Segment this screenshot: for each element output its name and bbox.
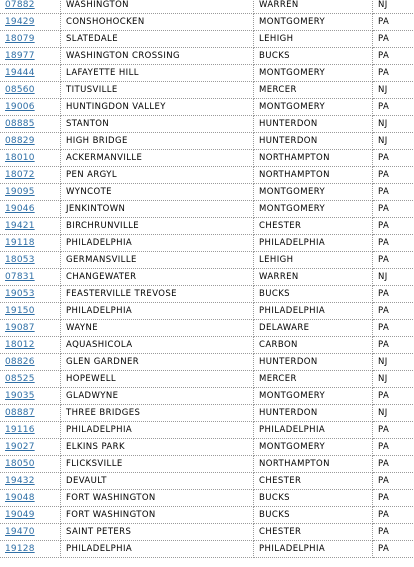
zip-code-link[interactable]: 19035: [5, 391, 35, 401]
table-row: [0, 167, 414, 184]
table-row: [0, 82, 414, 99]
state-cell: NJ: [373, 371, 414, 388]
zip-cell: [0, 541, 61, 558]
zip-code-link[interactable]: 19116: [5, 425, 35, 435]
zip-cell: [0, 218, 61, 235]
zip-code-link[interactable]: 08885: [5, 119, 35, 129]
city-cell: BIRCHRUNVILLE: [61, 218, 254, 235]
table-row: [0, 150, 414, 167]
table-row: [0, 456, 414, 473]
table-row: [0, 490, 414, 507]
state-cell: NJ: [373, 133, 414, 150]
county-cell: BUCKS: [254, 507, 373, 524]
zip-cell: [0, 354, 61, 371]
zip-code-link[interactable]: 08525: [5, 374, 35, 384]
state-cell: NJ: [373, 405, 414, 422]
zip-code-link[interactable]: 19128: [5, 544, 35, 554]
state-cell: PA: [373, 65, 414, 82]
zip-code-link[interactable]: 19150: [5, 306, 35, 316]
table-row: [0, 388, 414, 405]
state-cell: PA: [373, 473, 414, 490]
city-cell: WYNCOTE: [61, 184, 254, 201]
county-cell: LEHIGH: [254, 31, 373, 48]
zip-cell: [0, 65, 61, 82]
zip-cell: [0, 422, 61, 439]
zip-cell: [0, 320, 61, 337]
zip-code-link[interactable]: 18050: [5, 459, 35, 469]
city-cell: WAYNE: [61, 320, 254, 337]
state-cell: NJ: [373, 0, 414, 14]
zip-cell: [0, 48, 61, 65]
table-row: [0, 218, 414, 235]
zip-cell: [0, 0, 61, 14]
county-cell: HUNTERDON: [254, 405, 373, 422]
state-cell: NJ: [373, 116, 414, 133]
city-cell: PHILADELPHIA: [61, 541, 254, 558]
city-cell: DEVAULT: [61, 473, 254, 490]
table-row: [0, 337, 414, 354]
zip-code-link[interactable]: 19027: [5, 442, 35, 452]
city-cell: ELKINS PARK: [61, 439, 254, 456]
city-cell: AQUASHICOLA: [61, 337, 254, 354]
zip-code-link[interactable]: 19048: [5, 493, 35, 503]
county-cell: NORTHAMPTON: [254, 456, 373, 473]
zip-cell: [0, 150, 61, 167]
table-row: [0, 14, 414, 31]
city-cell: WASHINGTON: [61, 0, 254, 14]
county-cell: PHILADELPHIA: [254, 541, 373, 558]
city-cell: ACKERMANVILLE: [61, 150, 254, 167]
zip-cell: [0, 507, 61, 524]
county-cell: NORTHAMPTON: [254, 150, 373, 167]
state-cell: PA: [373, 99, 414, 116]
city-cell: PHILADELPHIA: [61, 422, 254, 439]
zip-cell: [0, 286, 61, 303]
city-cell: TITUSVILLE: [61, 82, 254, 99]
table-row: [0, 303, 414, 320]
zip-code-link[interactable]: 19087: [5, 323, 35, 333]
state-cell: PA: [373, 507, 414, 524]
county-cell: CHESTER: [254, 524, 373, 541]
state-cell: PA: [373, 490, 414, 507]
zip-code-link[interactable]: 08560: [5, 85, 35, 95]
state-cell: PA: [373, 252, 414, 269]
zip-code-link[interactable]: 19006: [5, 102, 35, 112]
table-row: [0, 439, 414, 456]
table-row: [0, 354, 414, 371]
state-cell: PA: [373, 388, 414, 405]
state-cell: PA: [373, 422, 414, 439]
table-row: [0, 99, 414, 116]
county-cell: PHILADELPHIA: [254, 303, 373, 320]
zip-code-link[interactable]: 18977: [5, 51, 35, 61]
table-row: [0, 473, 414, 490]
table-row: [0, 422, 414, 439]
zip-cell: [0, 490, 61, 507]
state-cell: PA: [373, 48, 414, 65]
zip-cell: [0, 439, 61, 456]
table-row: [0, 184, 414, 201]
zip-code-link[interactable]: 07882: [5, 0, 35, 10]
city-cell: LAFAYETTE HILL: [61, 65, 254, 82]
city-cell: HUNTINGDON VALLEY: [61, 99, 254, 116]
table-row: [0, 31, 414, 48]
table-row: [0, 116, 414, 133]
zip-code-link[interactable]: 18053: [5, 255, 35, 265]
table-row: [0, 269, 414, 286]
zip-cell: [0, 456, 61, 473]
table-row: [0, 252, 414, 269]
table-row: [0, 65, 414, 82]
zip-cell: [0, 184, 61, 201]
state-cell: PA: [373, 337, 414, 354]
county-cell: MONTGOMERY: [254, 388, 373, 405]
county-cell: CHESTER: [254, 218, 373, 235]
city-cell: FLICKSVILLE: [61, 456, 254, 473]
table-row: [0, 201, 414, 218]
zip-cell: [0, 99, 61, 116]
table-row: [0, 405, 414, 422]
zip-cell: [0, 252, 61, 269]
state-cell: NJ: [373, 269, 414, 286]
zip-code-link[interactable]: 19470: [5, 527, 35, 537]
city-cell: PHILADELPHIA: [61, 235, 254, 252]
city-cell: GLEN GARDNER: [61, 354, 254, 371]
county-cell: NORTHAMPTON: [254, 167, 373, 184]
city-cell: FEASTERVILLE TREVOSE: [61, 286, 254, 303]
county-cell: CHESTER: [254, 473, 373, 490]
county-cell: MONTGOMERY: [254, 184, 373, 201]
table-row: [0, 371, 414, 388]
county-cell: MONTGOMERY: [254, 65, 373, 82]
city-cell: CONSHOHOCKEN: [61, 14, 254, 31]
state-cell: PA: [373, 167, 414, 184]
city-cell: SLATEDALE: [61, 31, 254, 48]
county-cell: HUNTERDON: [254, 116, 373, 133]
city-cell: SAINT PETERS: [61, 524, 254, 541]
zip-code-link[interactable]: 19049: [5, 510, 35, 520]
zip-code-link[interactable]: 18010: [5, 153, 35, 163]
state-cell: PA: [373, 439, 414, 456]
state-cell: PA: [373, 456, 414, 473]
table-row: [0, 0, 414, 14]
zip-code-link[interactable]: 19095: [5, 187, 35, 197]
county-cell: MERCER: [254, 82, 373, 99]
zip-cell: [0, 31, 61, 48]
zip-cell: [0, 14, 61, 31]
county-cell: WARREN: [254, 269, 373, 286]
county-cell: MONTGOMERY: [254, 439, 373, 456]
county-cell: DELAWARE: [254, 320, 373, 337]
table-row: [0, 541, 414, 558]
zip-cell: [0, 82, 61, 99]
zip-code-link[interactable]: 19429: [5, 17, 35, 27]
zip-cell: [0, 473, 61, 490]
state-cell: PA: [373, 218, 414, 235]
city-cell: GLADWYNE: [61, 388, 254, 405]
state-cell: NJ: [373, 354, 414, 371]
county-cell: MONTGOMERY: [254, 14, 373, 31]
county-cell: MONTGOMERY: [254, 99, 373, 116]
state-cell: PA: [373, 14, 414, 31]
state-cell: PA: [373, 320, 414, 337]
state-cell: PA: [373, 184, 414, 201]
zip-cell: [0, 405, 61, 422]
city-cell: JENKINTOWN: [61, 201, 254, 218]
zip-code-link[interactable]: 19053: [5, 289, 35, 299]
county-cell: HUNTERDON: [254, 133, 373, 150]
state-cell: PA: [373, 286, 414, 303]
zip-cell: [0, 388, 61, 405]
zip-code-link[interactable]: 18072: [5, 170, 35, 180]
state-cell: PA: [373, 235, 414, 252]
table-row: [0, 286, 414, 303]
table-row: [0, 235, 414, 252]
zip-cell: [0, 167, 61, 184]
zip-cell: [0, 303, 61, 320]
zip-code-link[interactable]: 18079: [5, 34, 35, 44]
county-cell: MONTGOMERY: [254, 201, 373, 218]
county-cell: WARREN: [254, 0, 373, 14]
zip-code-link[interactable]: 19432: [5, 476, 35, 486]
county-cell: BUCKS: [254, 48, 373, 65]
state-cell: PA: [373, 150, 414, 167]
county-cell: BUCKS: [254, 286, 373, 303]
state-cell: NJ: [373, 82, 414, 99]
zip-cell: [0, 235, 61, 252]
county-cell: BUCKS: [254, 490, 373, 507]
table-row: [0, 524, 414, 541]
city-cell: THREE BRIDGES: [61, 405, 254, 422]
state-cell: PA: [373, 201, 414, 218]
zip-code-link[interactable]: 19046: [5, 204, 35, 214]
city-cell: WASHINGTON CROSSING: [61, 48, 254, 65]
city-cell: HOPEWELL: [61, 371, 254, 388]
zip-code-link[interactable]: 08826: [5, 357, 35, 367]
zip-cell: [0, 201, 61, 218]
county-cell: CARBON: [254, 337, 373, 354]
zip-cell: [0, 524, 61, 541]
state-cell: PA: [373, 541, 414, 558]
zip-code-link[interactable]: 19421: [5, 221, 35, 231]
table-row: [0, 320, 414, 337]
table-row: [0, 133, 414, 150]
city-cell: CHANGEWATER: [61, 269, 254, 286]
city-cell: FORT WASHINGTON: [61, 507, 254, 524]
state-cell: PA: [373, 303, 414, 320]
state-cell: PA: [373, 31, 414, 48]
zip-cell: [0, 116, 61, 133]
zip-cell: [0, 371, 61, 388]
zip-code-link[interactable]: 07831: [5, 272, 35, 282]
city-cell: HIGH BRIDGE: [61, 133, 254, 150]
county-cell: LEHIGH: [254, 252, 373, 269]
county-cell: HUNTERDON: [254, 354, 373, 371]
city-cell: STANTON: [61, 116, 254, 133]
state-cell: PA: [373, 524, 414, 541]
city-cell: FORT WASHINGTON: [61, 490, 254, 507]
zip-cell: [0, 337, 61, 354]
zip-cell: [0, 133, 61, 150]
zip-code-link[interactable]: 19118: [5, 238, 35, 248]
table-row: [0, 507, 414, 524]
zip-code-link[interactable]: 19444: [5, 68, 35, 78]
city-cell: GERMANSVILLE: [61, 252, 254, 269]
county-cell: PHILADELPHIA: [254, 235, 373, 252]
county-cell: MERCER: [254, 371, 373, 388]
zip-code-link[interactable]: 18012: [5, 340, 35, 350]
zip-code-link[interactable]: 08887: [5, 408, 35, 418]
zip-code-link[interactable]: 08829: [5, 136, 35, 146]
city-cell: PEN ARGYL: [61, 167, 254, 184]
county-cell: PHILADELPHIA: [254, 422, 373, 439]
city-cell: PHILADELPHIA: [61, 303, 254, 320]
table-row: [0, 48, 414, 65]
zip-cell: [0, 269, 61, 286]
